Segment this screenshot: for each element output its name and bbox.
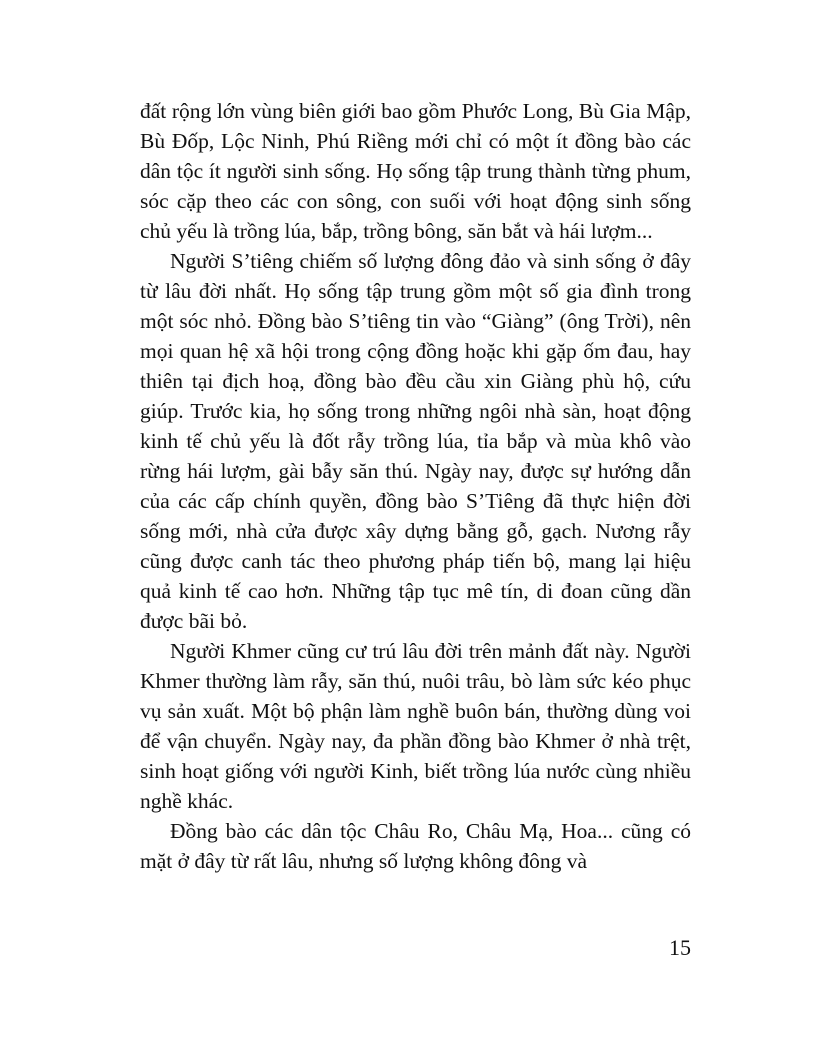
page-number: 15 [669,935,691,960]
body-text [140,96,691,876]
paragraph-continuation: đất rộng lớn vùng biên giới bao gồm Phước Long, Bù Gia Mập, Bù Đốp, Lộc Ninh, Phú Riềng mới chỉ có một ít đồng bào các dân tộc ít người sinh sống. Họ sống tập trung thành từng phum, sóc cặp theo các con sông, con suối với hoạt động sinh sống chủ yếu là trồng lúa, bắp, trồng bông, săn bắt và hái lượm... [140,99,691,243]
paragraph-stieng: Người S’tiêng chiếm số lượng đông đảo và sinh sống ở đây từ lâu đời nhất. Họ sống tập trung gồm một số gia đình trong một sóc nhỏ. Đồng bào S’tiêng tin vào “Giàng” (ông Trời), nên mọi quan hệ xã hội trong cộng đồng hoặc khi gặp ốm đau, hay thiên tại địch hoạ, đồng bào đều cầu xin Giàng phù hộ, cứu giúp. Trước kia, họ sống trong những ngôi nhà sàn, hoạt động kinh tế chủ yếu là đốt rẫy trồng lúa, tỉa bắp và mùa khô vào rừng hái lượm, gài bẫy săn thú. Ngày nay, được sự hướng dẫn của các cấp chính quyền, đồng bào S’Tiêng đã thực hiện đời sống mới, nhà cửa được xây dựng bằng gỗ, gạch. Nương rẫy cũng được canh tác theo phương pháp tiến bộ, mang lại hiệu quả kinh tế cao hơn. Những tập tục mê tín, di đoan cũng dần được bãi bỏ. [140,249,691,633]
paragraph-khmer: Người Khmer cũng cư trú lâu đời trên mảnh đất này. Người Khmer thường làm rẫy, săn thú, nuôi trâu, bò làm sức kéo phục vụ sản xuất. Một bộ phận làm nghề buôn bán, thường dùng voi để vận chuyển. Ngày nay, đa phần đồng bào Khmer ở nhà trệt, sinh hoạt giống với người Kinh, biết trồng lúa nước cùng nhiều nghề khác. [140,639,691,813]
paragraph-other-ethnic-groups: Đồng bào các dân tộc Châu Ro, Châu Mạ, Hoa... cũng có mặt ở đây từ rất lâu, nhưng số lượng không đông và [140,819,691,873]
